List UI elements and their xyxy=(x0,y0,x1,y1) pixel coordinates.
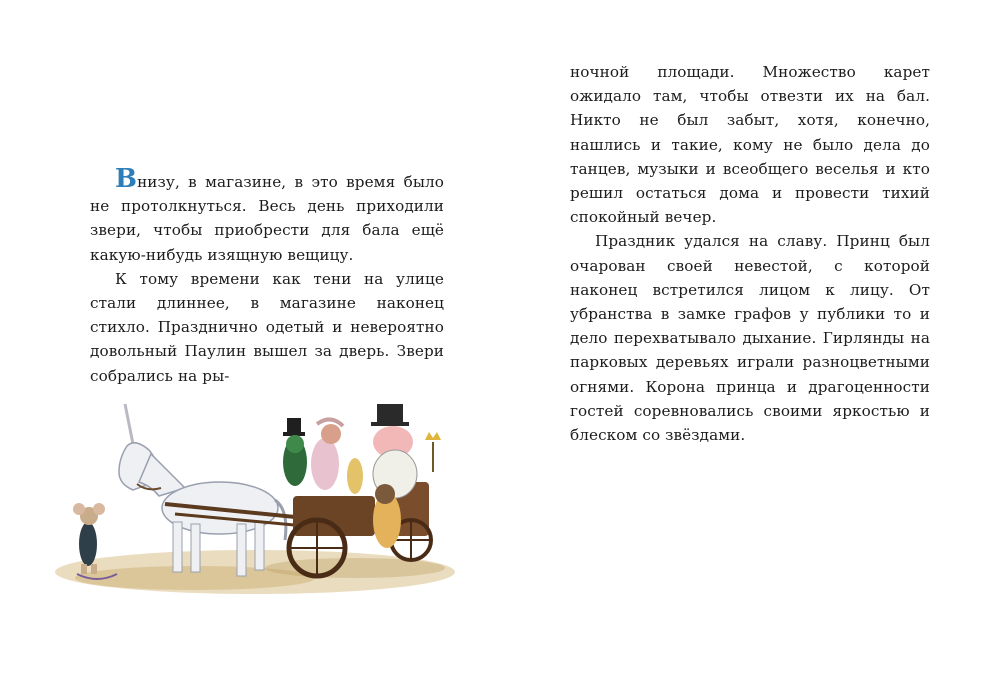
carriage-illustration xyxy=(55,392,460,604)
right-paragraph-1: ночной площади. Множество карет ожидало там, чтобы отвезти их на бал. Никто не был забыт, хотя, конечно, нашлись и такие, кому не было дела до танцев, музыки и всеобщего веселья и кто решил остаться дома и провести тихий спокойный вечер. xyxy=(570,63,930,227)
left-page-text xyxy=(90,164,444,388)
left-paragraph-1 xyxy=(90,164,444,267)
left-paragraph-2: К тому времени как тени на улице стали длиннее, в магазине наконец стихло. Празднично одетый и невероятно довольный Паулин вышел за дверь. Звери собрались на ры- xyxy=(90,269,444,385)
left-paragraph-1-text: низу, в магазине, в это время было не протолкнуться. Весь день приходили звери, чтобы приобрести для бала ещё какую-нибудь изящную вещицу. xyxy=(90,173,444,264)
right-page-text xyxy=(570,60,930,447)
unicorn-figure xyxy=(119,404,286,576)
drop-cap: В xyxy=(115,164,138,194)
right-paragraph-2: Праздник удался на славу. Принц был очарован своей невестой, с которой наконец встретился лицом к лицу. От убранства в замке графов у публики то и дело перехватывало дыхание. Гирлянды на парковых деревьях играли разноцветными огнями. Корона принца и драгоценности гостей соревновались своими яркостью и блеском со звёздами. xyxy=(570,232,930,445)
right-page xyxy=(500,0,1000,700)
